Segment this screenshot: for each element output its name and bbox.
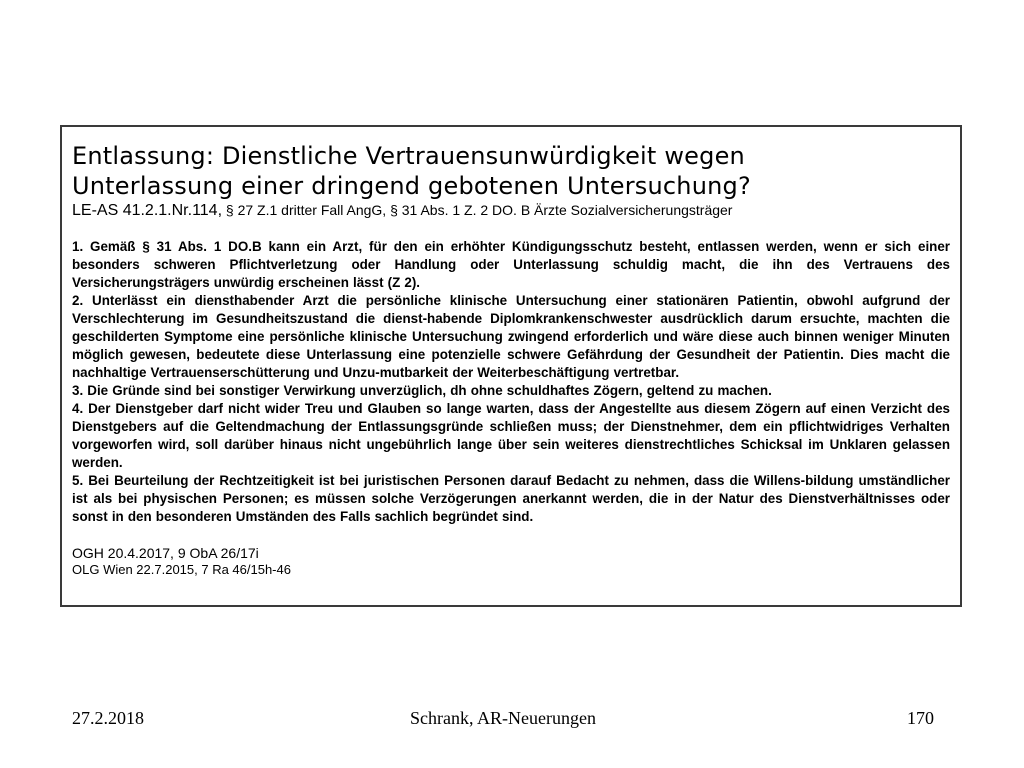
paragraph-5: 5. Bei Beurteilung der Rechtzeitigkeit ist bei juristischen Personen darauf Bedacht zu nehmen, dass die Willens-bildung umständlicher ist als bei physischen Personen; es müssen solche Verzögerungen anerkannt werden, die in der Natur des Dienstverhältnisses oder sonst in den besonderen Umständen des Falls sachlich begründet sind.	[72, 473, 950, 524]
reference-number: LE-AS 41.2.1.Nr.114,	[72, 202, 223, 219]
footer-date: 27.2.2018	[72, 708, 144, 728]
spacer	[72, 526, 950, 544]
paragraph-3: 3. Die Gründe sind bei sonstiger Verwirkung unverzüglich, dh ohne schuldhaftes Zögern, geltend zu machen.	[72, 383, 772, 398]
olg-citation: OLG Wien 22.7.2015, 7 Ra 46/15h-46	[72, 562, 291, 577]
footer-author: Schrank, AR-Neuerungen	[410, 708, 596, 728]
legal-reference	[72, 201, 950, 220]
title-line-2: Unterlassung einer dringend gebotenen Untersuchung?	[72, 172, 751, 200]
paragraph-2: 2. Unterlässt ein diensthabender Arzt die persönliche klinische Untersuchung einer stationären Patientin, obwohl aufgrund der Verschlechterung im Gesundheitszustand die dienst-habende Diplomkrankenschwester ausdrücklich darum ersuchte, machten die geschilderten Symptome eine persönliche klinische Untersuchung zwingend erforderlich und wäre diese auch binnen weniger Minuten möglich gewesen, bedeutete diese Unterlassung eine potenzielle schwere Gefährdung der Gesundheit der Patientin. Dies macht die nachhaltige Vertrauenserschütterung und Unzu-mutbarkeit der Weiterbeschäftigung vertretbar.	[72, 293, 950, 380]
slide-title	[72, 141, 950, 201]
paragraph-1: 1. Gemäß § 31 Abs. 1 DO.B kann ein Arzt, für den ein erhöhter Kündigungsschutz besteht, entlassen werden, wenn er sich einer besonders schweren Pflichtverletzung oder Handlung oder Unterlassung schuldig macht, die ihn des Vertrauens des Versicherungsträgers unwürdig erscheinen lässt (Z 2).	[72, 239, 950, 290]
spacer	[72, 220, 950, 238]
page-number: 170	[907, 708, 934, 728]
title-line-1: Entlassung: Dienstliche Vertrauensunwürdigkeit wegen	[72, 142, 745, 170]
content-box	[60, 125, 962, 607]
ogh-citation: OGH 20.4.2017, 9 ObA 26/17i	[72, 545, 259, 561]
paragraph-4: 4. Der Dienstgeber darf nicht wider Treu und Glauben so lange warten, dass der Angestellte aus diesem Zögern auf einen Verzicht des Dienstgebers auf die Geltendmachung der Entlassungsgründe schließen muss; der Dienstnehmer, dem ein pflichtwidriges Verhalten vorgeworfen wird, soll darüber hinaus nicht ungebührlich lange über sein weiteres dienstrechtliches Schicksal im Unklaren gelassen werden.	[72, 401, 950, 470]
reference-statutes: § 27 Z.1 dritter Fall AngG, § 31 Abs. 1 Z. 2 DO. B Ärzte Sozialversicherungsträger	[222, 202, 733, 218]
